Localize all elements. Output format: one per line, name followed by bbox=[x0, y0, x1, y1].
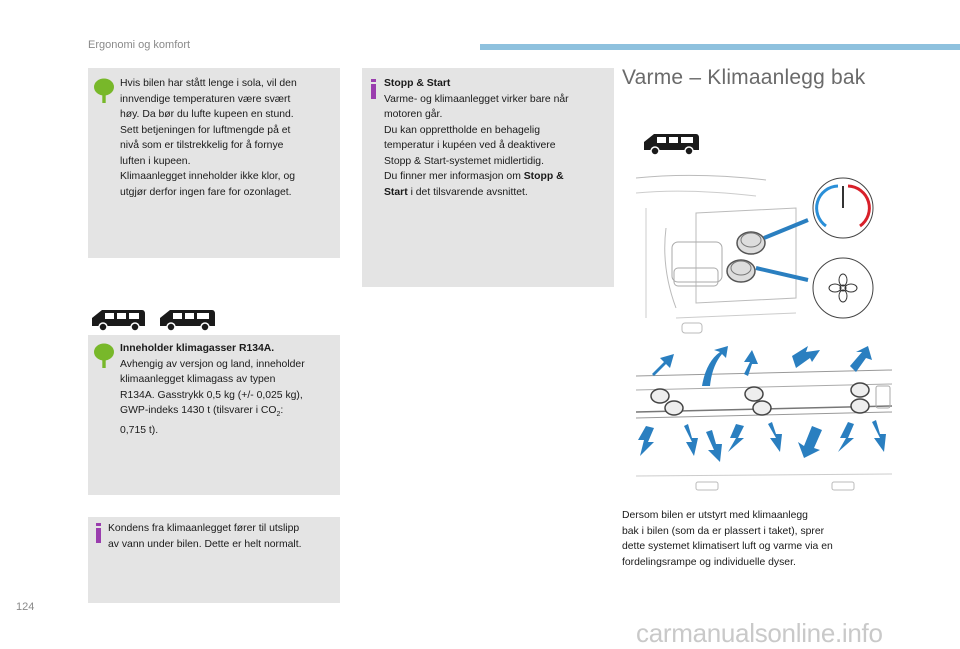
van-icon bbox=[156, 306, 218, 332]
note-text-refrigerant bbox=[120, 341, 338, 438]
text-line: temperatur i kupéen ved å deaktivere bbox=[384, 140, 556, 151]
text-line: luften i kupeen. bbox=[120, 155, 191, 167]
text-line: bak i bilen (som da er plassert i taket), sprer bbox=[622, 525, 825, 537]
section-header-title: Ergonomi og komfort bbox=[88, 39, 191, 51]
text-line: Varme- og klimaanlegget virker bare når bbox=[384, 93, 569, 105]
ceiling-air-ramp-illustration bbox=[636, 346, 892, 502]
note-text-sun bbox=[120, 76, 335, 200]
gwp-line: GWP-indeks 1430 t (tilsvarer i $CO_2$: bbox=[120, 405, 284, 419]
page-number: 124 bbox=[16, 601, 35, 613]
note-text-stop-start bbox=[384, 76, 610, 200]
text-line: Start i det tilsvarende avsnittet. bbox=[384, 186, 528, 198]
text-line: Avhengig av versjon og land, inneholder bbox=[120, 358, 305, 370]
text-line: av vann under bilen. Dette er helt normalt. bbox=[108, 538, 302, 550]
text-line: Du finner mer informasjon om Stopp & bbox=[384, 171, 564, 182]
watermark: carmanualsonline.info bbox=[636, 618, 883, 648]
text-line: Du kan opprettholde en behagelig bbox=[384, 124, 540, 136]
text-line: dette systemet klimatisert luft og varme via en bbox=[622, 541, 833, 552]
text-line: fordelingsrampe og individuelle dyser. bbox=[622, 556, 796, 568]
tree-icon bbox=[92, 78, 116, 104]
rotary-knob bbox=[737, 232, 765, 254]
info-icon bbox=[96, 523, 104, 543]
text-line: Hvis bilen har stått lenge i sola, vil den bbox=[120, 78, 297, 89]
text-line: utgjør derfor ingen fare for ozonlaget. bbox=[120, 186, 292, 198]
text-line: Stopp & Start-systemet midlertidig. bbox=[384, 155, 544, 167]
temperature-dial bbox=[813, 178, 873, 238]
info-icon bbox=[371, 79, 379, 99]
rear-climate-caption bbox=[622, 508, 892, 570]
rotary-knob bbox=[727, 260, 755, 282]
text-line: Dersom bilen er utstyrt med klimaanlegg bbox=[622, 510, 808, 521]
text-line: klimaanlegget klimagass av typen bbox=[120, 374, 276, 385]
text-line: 0,715 t). bbox=[120, 424, 159, 436]
dashboard-controls-illustration bbox=[636, 168, 892, 338]
note-text-condensate bbox=[108, 521, 338, 552]
text-line: Sett betjeningen for luftmengde på et bbox=[120, 124, 291, 136]
text-line: Klimaanlegget inneholder ikke klor, og bbox=[120, 171, 296, 182]
text-line: Kondens fra klimaanlegget fører til utslipp bbox=[108, 523, 300, 534]
text-line: R134A. Gasstrykk 0,5 kg (+/- 0,025 kg), bbox=[120, 389, 303, 401]
text-line: motoren går. bbox=[384, 109, 443, 120]
stop-start-title: Stopp & Start bbox=[384, 78, 451, 89]
van-icon bbox=[640, 130, 702, 156]
air-vent bbox=[745, 387, 771, 415]
text-line: nivå som er tilstrekkelig for å fornye bbox=[120, 140, 284, 151]
air-vent bbox=[851, 383, 869, 413]
text-line: innvendige temperaturen være svært bbox=[120, 93, 291, 105]
header-accent-bar bbox=[480, 44, 960, 50]
fan-icon bbox=[813, 258, 873, 318]
text-line: høy. Da bør du lufte kupeen en stund. bbox=[120, 109, 294, 120]
tree-icon bbox=[92, 343, 116, 369]
section-title: Varme – Klimaanlegg bak bbox=[622, 66, 866, 89]
van-icon bbox=[88, 306, 148, 332]
refrigerant-title: Inneholder klimagasser R134A. bbox=[120, 343, 275, 354]
